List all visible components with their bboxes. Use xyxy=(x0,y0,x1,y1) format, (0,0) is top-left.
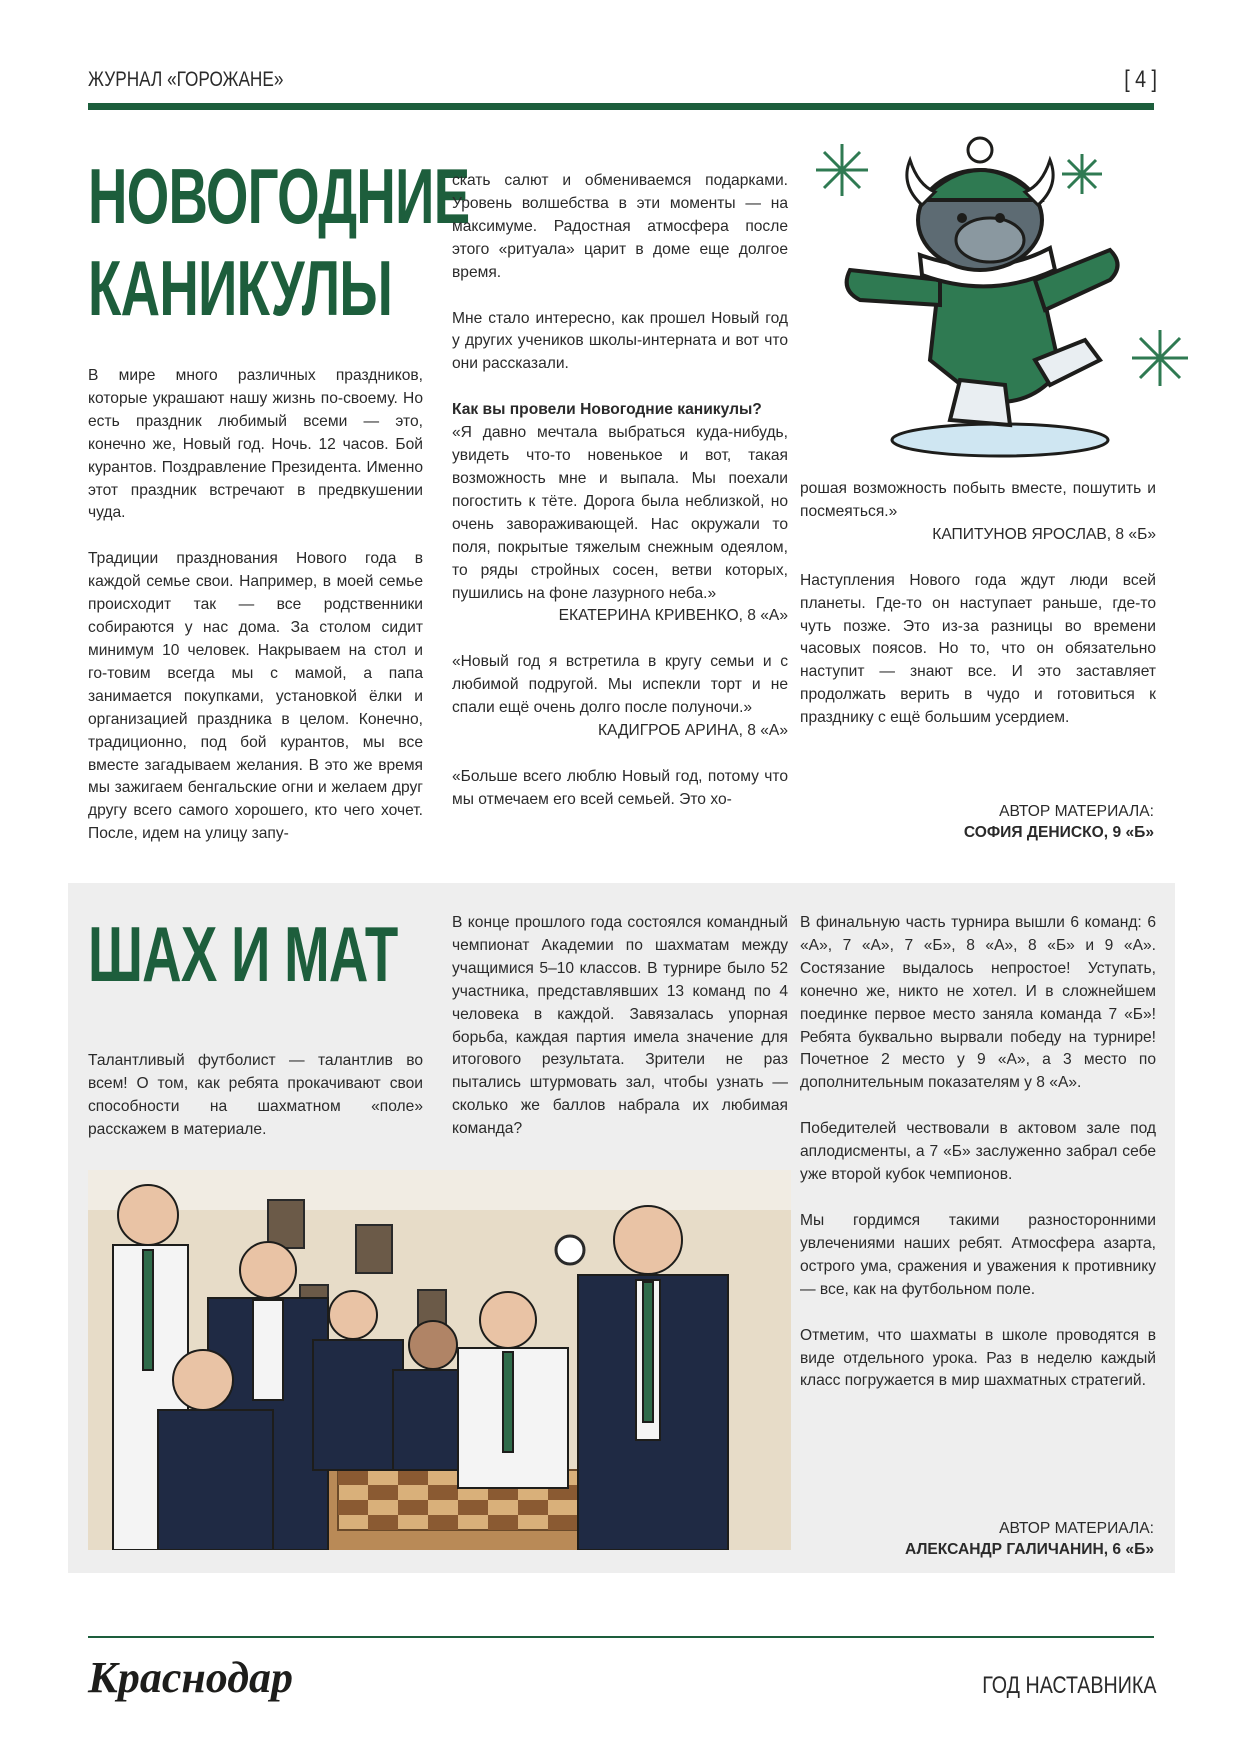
quote: «Больше всего люблю Новый год, потому что мы отмечаем его всей семьей. Это хо- xyxy=(452,767,788,808)
chess-column2 xyxy=(452,912,788,1141)
paragraph: В финальную часть турнира вышли 6 команд: 6 «А», 7 «А», 7 «Б», 8 «А», 8 «Б» и 9 «А». Состязание выдалось непростое! Уступать, конечно же, никто не хотел. И в сложнейшем поединке первое место заняла команда 7 «Б»! Ребята буквально вырвали победу на турнире! Почетное 2 место у 9 «А», а 3 место по дополнительным показателям у 8 «А». xyxy=(800,914,1156,1092)
quote-signature: КАПИТУНОВ ЯРОСЛАВ, 8 «Б» xyxy=(932,525,1156,543)
interview-question: Как вы провели Новогодние каникулы? xyxy=(452,401,762,419)
paragraph: Мне стало интересно, как прошел Новый год у других учеников школы-интерната и вот что они рассказали. xyxy=(452,309,788,373)
article-title-line2: КАНИКУЛЫ xyxy=(88,244,393,332)
paragraph: Традиции празднования Нового года в каждой семье свои. Например, в моей семье происходит так — все родственники собираются у нас дома. За столом сидит минимум 10 человек. Накрываем на стол и го-товим всегда мы с мамой, а папа занимается покупками, установкой ёлки и организацией праздника в целом. Конечно, традиционно, под бой курантов, мы все вместе загадываем желания. В это же время мы зажигаем бенгальские огни и желаем друг другу всего самого хорошего, кто чего хочет. После, идем на улицу запу- xyxy=(88,550,423,843)
article2-author xyxy=(794,1518,1154,1560)
header-divider xyxy=(88,103,1154,110)
article-title-line1: НОВОГОДНИЕ xyxy=(88,152,470,240)
magazine-title: ЖУРНАЛ «ГОРОЖАНЕ» xyxy=(88,68,284,91)
footer-divider xyxy=(88,1636,1154,1638)
quote: рошая возможность побыть вместе, пошутить и посмеяться.» xyxy=(800,480,1156,520)
author-name: СОФИЯ ДЕНИСКО, 9 «Б» xyxy=(963,824,1154,841)
paragraph: скать салют и обмениваемся подарками. Уровень волшебства в эти моменты — на максимуме. Радостная атмосфера после этого «ритуала» царит в доме еще долгое время. xyxy=(452,172,788,281)
article1-column1 xyxy=(88,365,423,846)
author-name: АЛЕКСАНДР ГАЛИЧАНИН, 6 «Б» xyxy=(905,1541,1154,1558)
article1-column2 xyxy=(452,170,788,812)
footer-caption: ГОД НАСТАВНИКА xyxy=(982,1672,1157,1699)
paragraph: Отметим, что шахматы в школе проводятся в виде отдельного урока. Раз в неделю каждый класс погружается в мир шахматных стратегий. xyxy=(800,1326,1156,1390)
quote-signature: КАДИГРОБ АРИНА, 8 «А» xyxy=(597,722,788,740)
chess-article-title: ШАХ И МАТ xyxy=(88,910,398,998)
chess-column3 xyxy=(800,912,1156,1416)
author-label: АВТОР МАТЕРИАЛА: xyxy=(999,1520,1154,1537)
quote: «Я давно мечтала выбраться куда-нибудь, увидеть что-то новенькое и вот, такая возможность мне и выпала. Мы поехали погостить к тёте. Дорога была неблизкой, но очень завораживающей. Нас окружали то поля, покрытые тяжелым снежным одеялом, то ряды стройных сосен, ветви которых, пушились на фоне лазурного неба.» xyxy=(452,424,788,602)
author-label: АВТОР МАТЕРИАЛА: xyxy=(999,803,1154,820)
article1-column3 xyxy=(800,478,1156,753)
paragraph: В конце прошлого года состоялся командный чемпионат Академии по шахматам между учащимися 5–10 классов. В турнире было 52 участника, представлявших 13 команд по 4 человека в каждой. Завязалась упорная борьба, каждая партия имела значение для итогового результата. Зрители не раз пытались штурмовать зал, чтобы узнать — сколько же баллов набрала их любимая команда? xyxy=(452,914,788,1138)
chess-players-photo xyxy=(88,1170,791,1550)
quote-signature: ЕКАТЕРИНА КРИВЕНКО, 8 «А» xyxy=(558,607,788,625)
krasnodar-logo: Краснодар xyxy=(88,1653,294,1702)
paragraph: Талантливый футболист — талантлив во всем! О том, как ребята прокачивают свои способности на шахматном «поле» расскажем в материале. xyxy=(88,1052,423,1138)
quote: «Новый год я встретила в кругу семьи и с любимой подругой. Мы испекли торт и не спали ещё очень долго после полуночи.» xyxy=(452,653,788,717)
page-number: [ 4 ] xyxy=(1124,66,1157,93)
paragraph: Мы гордимся такими разносторонними увлечениями наших ребят. Атмосфера азарта, острого ума, сражения и уважения к противнику — все, как на футбольном поле. xyxy=(800,1211,1156,1298)
article1-author xyxy=(824,801,1154,843)
paragraph: Победителей чествовали в актовом зале под аплодисменты, а 7 «Б» заслуженно забрал себе уже второй кубок чемпионов. xyxy=(800,1120,1156,1184)
bull-mascot-illustration xyxy=(810,130,1195,470)
paragraph: Наступления Нового года ждут люди всей планеты. Где-то он наступает раньше, где-то чуть позже. Это из-за разницы во времени часовых поясов. Но то, что он обязательно наступит — знают все. И это заставляет продолжать верить в чудо и готовиться к празднику с ещё большим усердием. xyxy=(800,571,1156,727)
chess-lead xyxy=(88,1050,423,1142)
paragraph: В мире много различных праздников, которые украшают нашу жизнь по-своему. Но есть праздник любимый всеми — это, конечно же, Новый год. Ночь. 12 часов. Бой курантов. Поздравление Президента. Именно этот праздник встречают в предвкушении чуда. xyxy=(88,367,423,522)
